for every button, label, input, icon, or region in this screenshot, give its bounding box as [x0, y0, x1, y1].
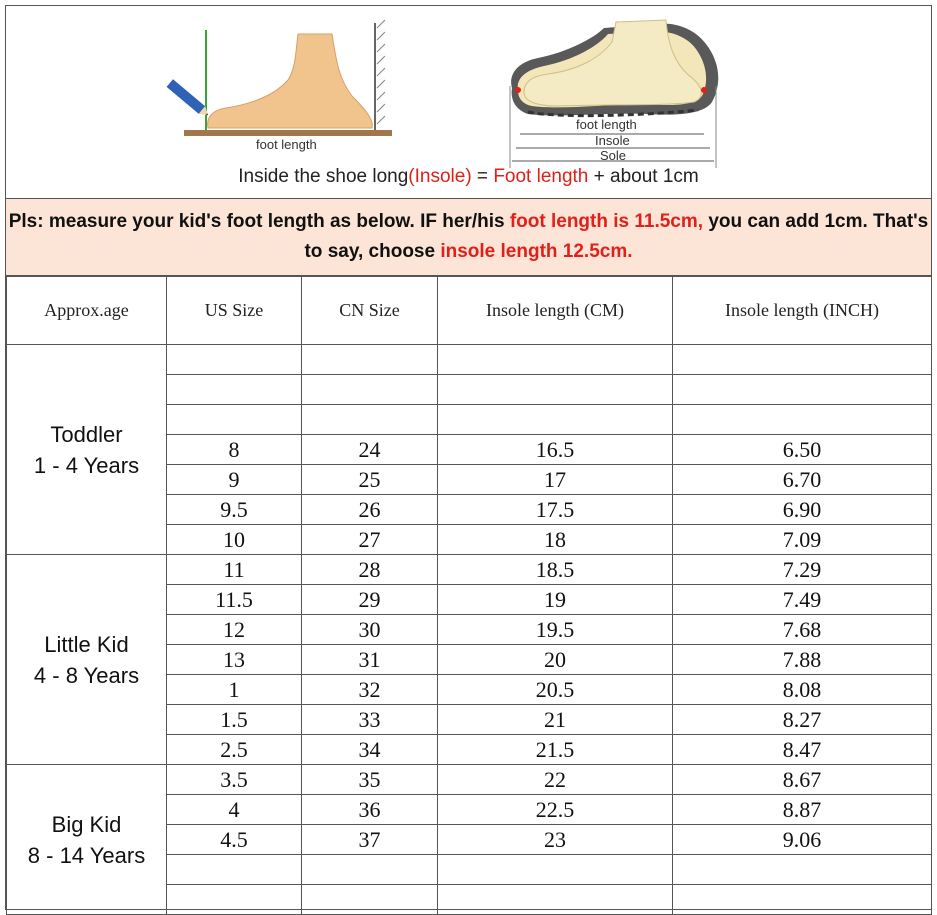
table-row	[7, 345, 932, 375]
us-size-cell: 3.5	[167, 765, 302, 795]
cn-size-cell: 29	[302, 585, 438, 615]
us-size-cell: 8	[167, 435, 302, 465]
age-group-range: 8 - 14 Years	[27, 842, 146, 868]
insole-cm-cell: 23	[438, 825, 673, 855]
insole-cm-cell: 19.5	[438, 615, 673, 645]
insole-inch-cell	[673, 345, 932, 375]
cn-size-cell: 26	[302, 495, 438, 525]
us-size-cell	[167, 405, 302, 435]
insole-inch-cell	[673, 885, 932, 915]
cn-size-cell: 35	[302, 765, 438, 795]
age-group-name: Big Kid	[51, 811, 122, 837]
shoe-label-foot-length: foot length	[576, 117, 637, 132]
insole-inch-cell: 6.50	[673, 435, 932, 465]
age-group-range: 4 - 8 Years	[33, 662, 140, 688]
cn-size-cell: 34	[302, 735, 438, 765]
us-size-cell: 2.5	[167, 735, 302, 765]
age-group-cell	[7, 345, 167, 555]
us-size-cell: 4.5	[167, 825, 302, 855]
insole-cm-cell: 18.5	[438, 555, 673, 585]
insole-cm-cell: 16.5	[438, 435, 673, 465]
cn-size-cell: 25	[302, 465, 438, 495]
us-size-cell	[167, 345, 302, 375]
insole-cm-cell: 19	[438, 585, 673, 615]
us-size-cell: 1.5	[167, 705, 302, 735]
us-size-cell: 12	[167, 615, 302, 645]
us-size-cell: 9	[167, 465, 302, 495]
us-size-cell: 13	[167, 645, 302, 675]
insole-inch-cell: 8.27	[673, 705, 932, 735]
cn-size-cell: 24	[302, 435, 438, 465]
cn-size-cell: 28	[302, 555, 438, 585]
size-table	[6, 276, 932, 915]
us-size-cell: 10	[167, 525, 302, 555]
insole-inch-cell: 8.87	[673, 795, 932, 825]
insole-caption: Inside the shoe long(Insole) = Foot length + about 1cm	[238, 166, 699, 187]
measurement-illustration	[6, 6, 931, 198]
cn-size-cell	[302, 885, 438, 915]
insole-inch-cell	[673, 405, 932, 435]
cn-size-cell: 33	[302, 705, 438, 735]
insole-cm-cell: 22	[438, 765, 673, 795]
insole-inch-cell: 8.67	[673, 765, 932, 795]
age-group-cell	[7, 765, 167, 915]
insole-inch-cell: 7.29	[673, 555, 932, 585]
age-group-name: Little Kid	[44, 631, 129, 657]
us-size-cell	[167, 375, 302, 405]
insole-cm-cell: 20.5	[438, 675, 673, 705]
header-approx-age: Approx.age	[7, 277, 167, 345]
us-size-cell: 9.5	[167, 495, 302, 525]
insole-cm-cell: 21	[438, 705, 673, 735]
cn-size-cell: 31	[302, 645, 438, 675]
insole-cm-cell: 22.5	[438, 795, 673, 825]
insole-cm-cell: 17.5	[438, 495, 673, 525]
cn-size-cell: 32	[302, 675, 438, 705]
insole-cm-cell	[438, 405, 673, 435]
insole-inch-cell: 9.06	[673, 825, 932, 855]
insole-cm-cell: 18	[438, 525, 673, 555]
us-size-cell: 4	[167, 795, 302, 825]
insole-cm-cell	[438, 375, 673, 405]
insole-inch-cell: 6.70	[673, 465, 932, 495]
insole-inch-cell: 7.49	[673, 585, 932, 615]
insole-cm-cell: 17	[438, 465, 673, 495]
insole-inch-cell	[673, 855, 932, 885]
size-chart	[5, 5, 932, 910]
insole-cm-cell: 21.5	[438, 735, 673, 765]
us-size-cell: 1	[167, 675, 302, 705]
us-size-cell	[167, 855, 302, 885]
foot-length-label: foot length	[256, 137, 317, 152]
insole-cm-cell: 20	[438, 645, 673, 675]
insole-inch-cell: 7.68	[673, 615, 932, 645]
shoe-label-sole: Sole	[600, 148, 627, 163]
us-size-cell: 11.5	[167, 585, 302, 615]
cn-size-cell	[302, 375, 438, 405]
header-insole-cm: Insole length (CM)	[438, 277, 673, 345]
age-group-cell	[7, 555, 167, 765]
insole-inch-cell: 6.90	[673, 495, 932, 525]
table-row	[7, 555, 932, 585]
measure-note: Pls: measure your kid's foot length as below. IF her/his foot length is 11.5cm, you can add 1cm. That's to say, choose insole length 12.5cm.	[6, 198, 931, 276]
cn-size-cell	[302, 855, 438, 885]
size-table-body	[7, 345, 932, 915]
header-us-size: US Size	[167, 277, 302, 345]
shoe-label-insole: Insole	[595, 133, 630, 148]
insole-inch-cell: 8.08	[673, 675, 932, 705]
insole-inch-cell: 7.09	[673, 525, 932, 555]
insole-cm-cell	[438, 345, 673, 375]
cn-size-cell: 36	[302, 795, 438, 825]
table-header-row	[7, 277, 932, 345]
header-insole-inch: Insole length (INCH)	[673, 277, 932, 345]
us-size-cell	[167, 885, 302, 915]
age-group-range: 1 - 4 Years	[33, 452, 140, 478]
us-size-cell: 11	[167, 555, 302, 585]
insole-inch-cell: 8.47	[673, 735, 932, 765]
header-cn-size: CN Size	[302, 277, 438, 345]
insole-cm-cell	[438, 855, 673, 885]
age-group-name: Toddler	[50, 421, 123, 447]
cn-size-cell	[302, 345, 438, 375]
cn-size-cell: 30	[302, 615, 438, 645]
cn-size-cell: 27	[302, 525, 438, 555]
insole-cm-cell	[438, 885, 673, 915]
insole-inch-cell: 7.88	[673, 645, 932, 675]
cn-size-cell	[302, 405, 438, 435]
insole-inch-cell	[673, 375, 932, 405]
cn-size-cell: 37	[302, 825, 438, 855]
table-row	[7, 765, 932, 795]
